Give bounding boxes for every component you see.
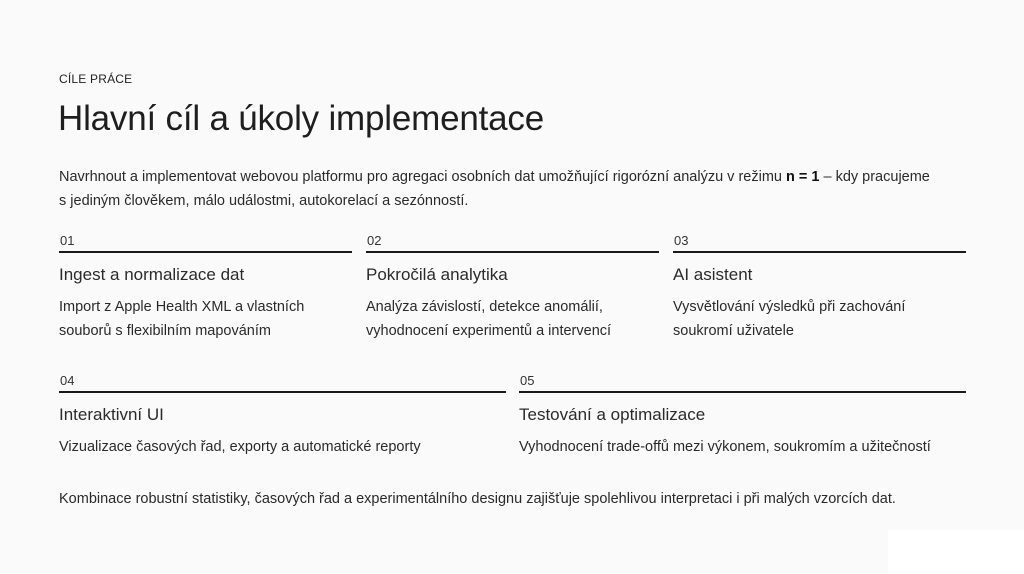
task-description: Analýza závislostí, detekce anomálií, vyhodnocení experimentů a intervencí bbox=[366, 299, 612, 339]
task-divider bbox=[59, 251, 352, 253]
task-divider bbox=[519, 391, 966, 393]
task-title: Ingest a normalizace dat bbox=[59, 265, 245, 284]
task-number: 02 bbox=[367, 233, 382, 248]
task-description: Vysvětlování výsledků při zachování soukromí uživatele bbox=[673, 299, 906, 339]
task-divider bbox=[673, 251, 966, 253]
page-title: Hlavní cíl a úkoly implementace bbox=[58, 99, 544, 138]
task-number: 05 bbox=[520, 373, 535, 388]
task-number: 01 bbox=[60, 233, 75, 248]
task-description: Vyhodnocení trade-offů mezi výkonem, soukromím a užitečností bbox=[519, 439, 931, 455]
section-label: CÍLE PRÁCE bbox=[59, 72, 133, 86]
task-title: AI asistent bbox=[673, 265, 753, 284]
task-number: 04 bbox=[60, 373, 75, 388]
task-card-05 bbox=[519, 372, 966, 459]
task-divider bbox=[366, 251, 659, 253]
task-title: Pokročilá analytika bbox=[366, 265, 508, 284]
task-description: Vizualizace časových řad, exporty a automatické reporty bbox=[59, 439, 421, 455]
task-number: 03 bbox=[674, 233, 689, 248]
task-title: Testování a optimalizace bbox=[519, 405, 706, 424]
task-card-03 bbox=[673, 232, 966, 343]
intro-paragraph bbox=[59, 165, 939, 213]
intro-text-start: Navrhnout a implementovat webovou platformu pro agregaci osobních dat umožňující rigorózní analýzu v režimu bbox=[59, 169, 786, 185]
task-card-02 bbox=[366, 232, 659, 343]
intro-text-end: – kdy pracujeme s jediným člověkem, málo událostmi, autokorelací a sezónností. bbox=[59, 169, 930, 209]
task-divider bbox=[59, 391, 506, 393]
task-card-01 bbox=[59, 232, 352, 343]
intro-emphasis: n = 1 bbox=[786, 169, 820, 185]
corner-overlay bbox=[888, 530, 1024, 574]
task-title: Interaktivní UI bbox=[59, 405, 164, 424]
task-card-04 bbox=[59, 372, 506, 459]
summary-text: Kombinace robustní statistiky, časových řad a experimentálního designu zajišťuje spolehlivou interpretaci i při malých vzorcích dat. bbox=[59, 491, 896, 507]
task-description: Import z Apple Health XML a vlastních souborů s flexibilním mapováním bbox=[59, 299, 305, 339]
